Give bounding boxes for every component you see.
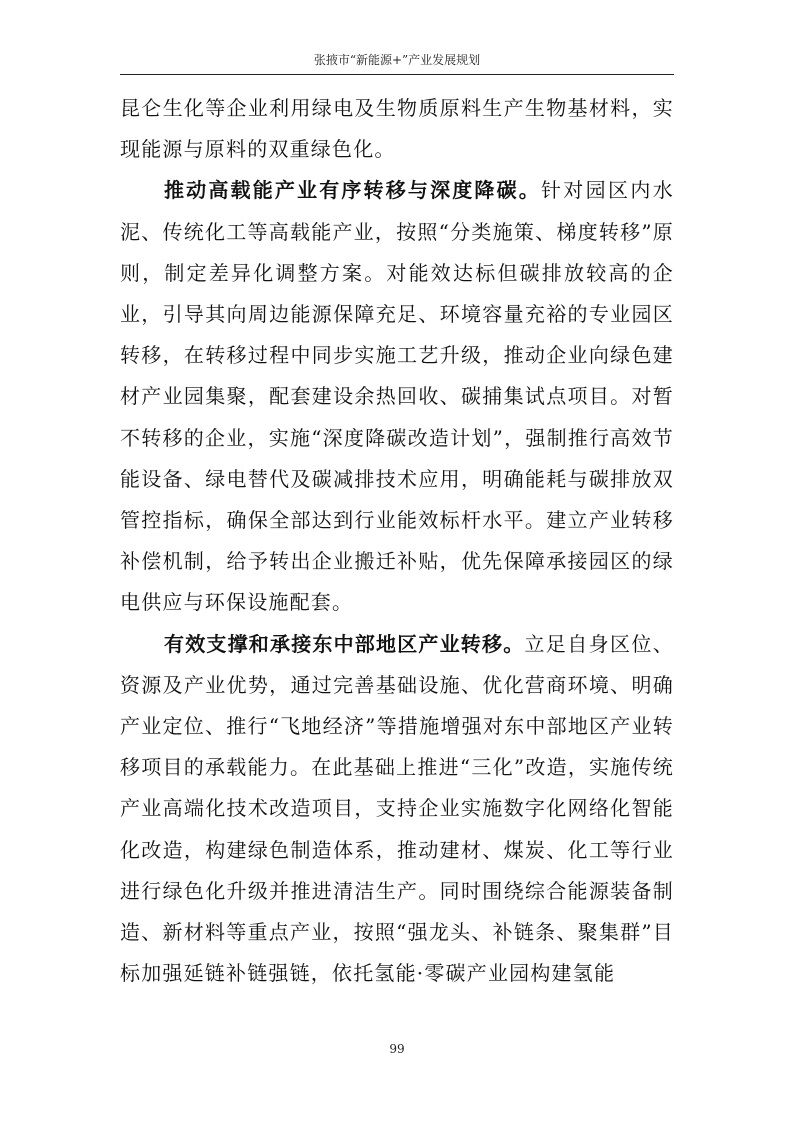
paragraph-text: 昆仑生化等企业利用绿电及生物质原料生产生物基材料，实现能源与原料的双重绿色化。 — [120, 96, 674, 162]
paragraph-lead: 推动高载能产业有序转移与深度降碳。 — [164, 178, 541, 203]
paragraph-industry-transfer-support — [120, 624, 674, 995]
document-body — [120, 88, 674, 994]
running-header — [120, 52, 674, 75]
page-number: 99 — [389, 1042, 405, 1056]
paragraph-text: 针对园区内水泥、传统化工等高载能产业，按照“分类施策、梯度转移”原则，制定差异化调整方案。对能效达标但碳排放较高的企业，引导其向周边能源保障充足、环境容量充裕的专业园区转移，在转移过程中同步实施工艺升级，推动企业向绿色建材产业园集聚，配套建设余热回收、碳捕集试点项目。对暂不转移的企业，实施“深度降碳改造计划”，强制推行高效节能设备、绿电替代及碳减排技术应用，明确能耗与碳排放双管控指标，确保全部达到行业能效标杆水平。建立产业转移补偿机制，给予转出企业搬迁补贴，优先保障承接园区的绿电供应与环保设施配套。 — [120, 178, 675, 615]
header-title: 张掖市“新能源+”产业发展规划 — [313, 53, 481, 67]
paragraph-lead: 有效支撑和承接东中部地区产业转移。 — [164, 631, 525, 656]
paragraph-high-energy-transfer — [120, 170, 674, 623]
paragraph-continuation — [120, 88, 674, 170]
paragraph-text: 立足自身区位、资源及产业优势，通过完善基础设施、优化营商环境、明确产业定位、推行“飞地经济”等措施增强对东中部地区产业转移项目的承载能力。在此基础上推进“三化”改造，实施传统产业高端化技术改造项目，支持企业实施数字化网络化智能化改造，构建绿色制造体系，推动建材、煤炭、化工等行业进行绿色化升级并推进清洁生产。同时围绕综合能源装备制造、新材料等重点产业，按照“强龙头、补链条、聚集群”目标加强延链补链强链，依托氢能·零碳产业园构建氢能 — [120, 631, 675, 986]
